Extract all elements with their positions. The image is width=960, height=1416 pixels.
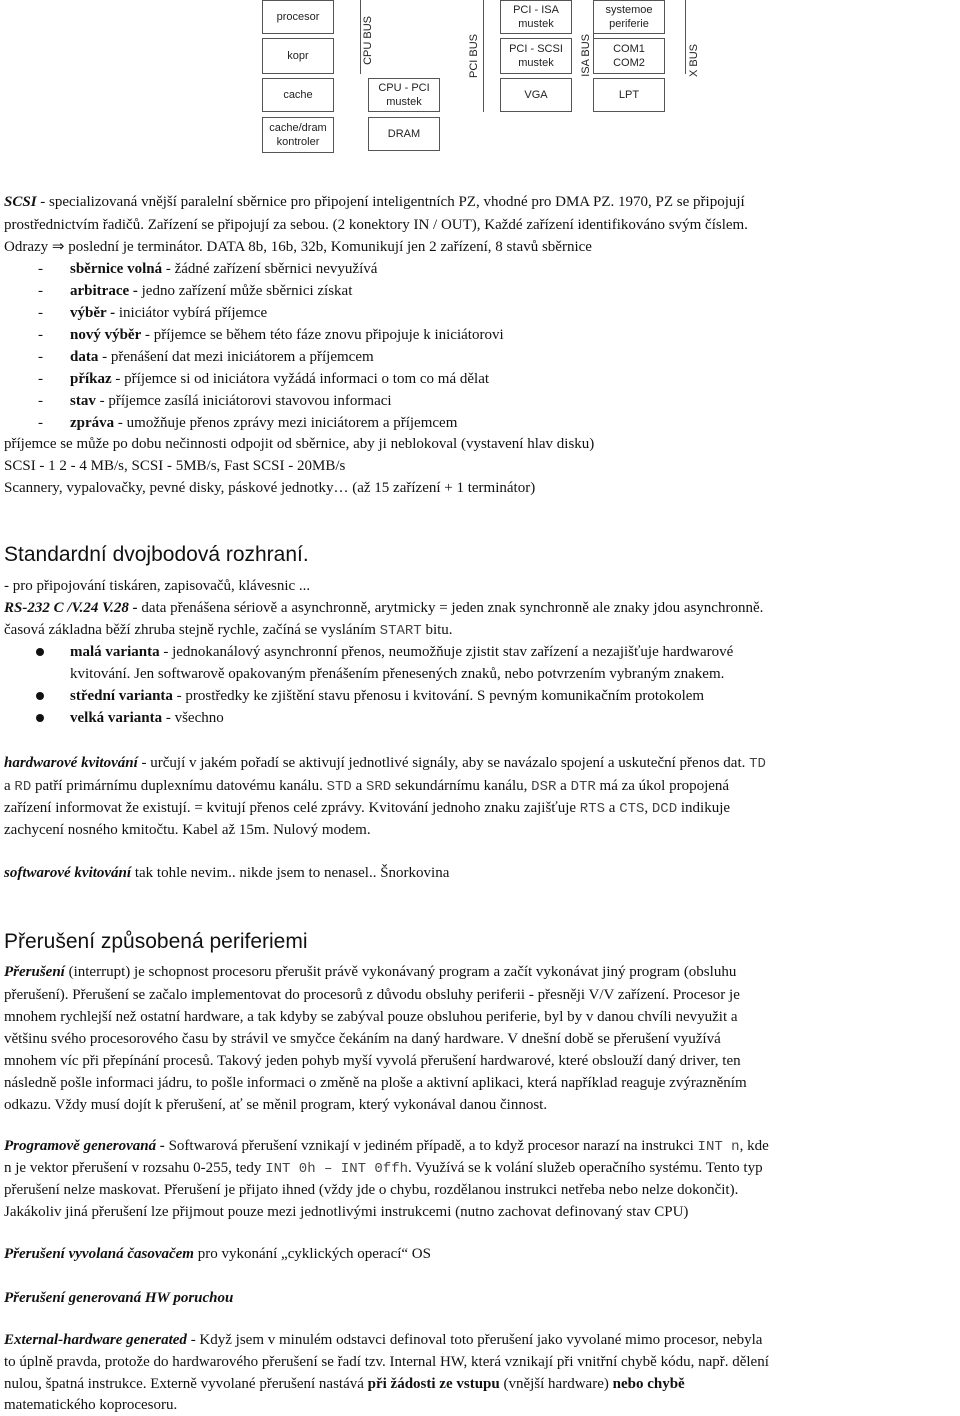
cpu-bus-line <box>360 0 361 74</box>
pci-bus-line <box>483 0 484 112</box>
dash: - <box>38 283 43 299</box>
sys-per-line2: periferie <box>609 18 649 30</box>
hk-text: a <box>351 778 366 794</box>
hk-text: , <box>644 800 652 816</box>
scsi-after-1: příjemce se může po dobu nečinnosti odpojit od sběrnice, aby ji neblokoval (vystavení hlav disku) <box>4 436 595 452</box>
intr-p4 <box>4 1287 956 1309</box>
cache-label: cache <box>283 89 313 101</box>
rs232-term: RS-232 C /V.24 V.28 - <box>4 600 138 616</box>
intr-text: Softwarová přerušení vznikají v jediném případě, a to když procesor narazí na instrukci <box>164 1138 698 1154</box>
box-vga <box>500 78 572 112</box>
variant-large <box>70 707 224 729</box>
hk-text: a <box>605 800 620 816</box>
dash: - <box>38 349 43 365</box>
x-bus-line <box>685 0 686 74</box>
pci-isa-line1: PCI - ISA <box>513 4 559 16</box>
intr-p2-3: přerušení nelze maskovat. Přerušení je přijato ihned (vždy jde o chybu, rozdělanou instrukci netřeba nebo nelze dokončit). <box>4 1182 739 1198</box>
pci-scsi-line2: mustek <box>518 57 554 69</box>
hk-text: má za úkol propojená <box>595 778 730 794</box>
box-procesor <box>262 0 334 34</box>
intr-p2-2 <box>4 1157 956 1180</box>
box-cache-dram <box>262 117 334 153</box>
isa-bus-label: ISA BUS <box>580 34 592 77</box>
dash: - <box>38 261 43 277</box>
ext-hw-term: External-hardware generated <box>4 1332 187 1348</box>
timer-term: Přerušení vyvolaná časovačem <box>4 1246 194 1262</box>
bullet-icon <box>36 714 44 722</box>
state-desc: jedno zařízení může sběrnici získat <box>137 283 353 299</box>
p2p-clock <box>4 619 956 642</box>
bullet-icon <box>36 692 44 700</box>
variant-desc: - jednokanálový asynchronní přenos, neumožňuje zjistit stav zařízení a nezajišťuje hardwarové <box>159 644 734 660</box>
cache-dram-line2: kontroler <box>276 136 320 148</box>
dash: - <box>38 305 43 321</box>
state-term: arbitrace - <box>70 283 138 299</box>
com1-label: COM1 <box>613 43 645 55</box>
int-n-code: INT n <box>697 1139 740 1155</box>
scsi-after-3: Scannery, vypalovačky, pevné disky, páskové jednotky… (až 15 zařízení + 1 terminátor) <box>4 480 536 496</box>
intr-p5-1 <box>4 1329 956 1351</box>
bullet-icon <box>36 648 44 656</box>
list-item <box>38 412 458 434</box>
td-code: TD <box>749 756 766 772</box>
hk-text: zařízení informovat že existují. = kvitují přenos celé zprávy. Kvitování jednoho znaku zajišťuje <box>4 800 580 816</box>
start-code: START <box>379 623 422 639</box>
sk-line <box>4 862 956 884</box>
scsi-line-2: prostřednictvím řadičů. Zařízení se připojují za sebou. (2 konektory IN / OUT), Každé zařízení identifikováno svým číslem. <box>4 217 748 233</box>
clock-text: časová základna běží zhruba stejně rychle, začíná se vysláním <box>4 622 380 638</box>
p2p-line-1: - pro připojování tiskáren, zapisovačů, klávesnic ... <box>4 578 311 594</box>
scsi-term: SCSI <box>4 194 37 210</box>
dtr-code: DTR <box>570 779 596 795</box>
int-range-code: INT 0h – INT 0ffh <box>265 1161 409 1177</box>
state-term: výběr - <box>70 305 116 321</box>
hk-line-4: zachycení nosného kmitočtu. Kabel až 15m. Nulový modem. <box>4 822 371 838</box>
intr-p2-1 <box>4 1135 956 1158</box>
com2-label: COM2 <box>613 57 645 69</box>
dash: - <box>38 371 43 387</box>
prog-term: Programově generovaná - <box>4 1138 165 1154</box>
box-lpt <box>593 78 665 112</box>
x-bus-label: X BUS <box>688 44 700 78</box>
intr-text: pro vykonání „cyklických operací“ OS <box>193 1246 431 1262</box>
intr-p1-7: odkazu. Vždy musí dojít k přerušení, ať se měnil program, který vykonával danou činnost. <box>4 1097 548 1113</box>
sys-per-line1: systemoe <box>605 4 653 16</box>
box-cache <box>262 78 334 112</box>
rts-code: RTS <box>579 801 606 817</box>
clock-text-end: bitu. <box>421 622 453 638</box>
intr-p1-4: většinu svého procesorového času by strávil ve smyčce čekáním na daný hardware. V dnešní době se přerušení využívá <box>4 1031 721 1047</box>
box-cpu-pci <box>368 78 440 112</box>
hk-text: patří primárnímu duplexnímu datovému kanálu. <box>31 778 327 794</box>
box-dram <box>368 117 440 151</box>
intr-text: (vnější hardware) <box>499 1376 613 1392</box>
pci-scsi-line1: PCI - SCSI <box>509 43 563 55</box>
box-com <box>593 38 665 74</box>
cpu-pci-line2: mustek <box>386 96 422 108</box>
cts-code: CTS <box>619 801 645 817</box>
intr-bold: nebo chybě <box>612 1376 685 1392</box>
cache-dram-line1: cache/dram <box>269 122 327 134</box>
scsi-line-1 <box>4 191 956 213</box>
state-desc: - umožňuje přenos zprávy mezi iniciátorem a příjemcem <box>114 415 458 431</box>
box-pci-isa <box>500 0 572 34</box>
state-desc: - příjemce zasílá iniciátorovi stavovou informaci <box>95 393 392 409</box>
list-item <box>38 390 392 412</box>
intr-text: n je vektor přerušení v rozsahu 0-255, tedy <box>4 1160 266 1176</box>
state-term: nový výběr <box>70 327 142 343</box>
hk-text: - určují v jakém pořadí se aktivují jednotlivé signály, aby se navázalo spojení a uskuteční přenos dat. <box>137 755 750 771</box>
intr-text: . Využívá se k volání služeb operačního systému. Tento typ <box>408 1160 763 1176</box>
variant-desc: - prostředky ke zjištění stavu přenosu i kvitování. S pevným komunikačním protokolem <box>172 688 705 704</box>
dcd-code: DCD <box>651 801 678 817</box>
pci-isa-line2: mustek <box>518 18 554 30</box>
intr-term: Přerušení <box>4 964 65 980</box>
sk-term: softwarové kvitování <box>4 865 132 881</box>
state-desc: - příjemce se během této fáze znovu připojuje k iniciátorovi <box>141 327 504 343</box>
sk-text: tak tohle nevim.. nikde jsem to nenasel.. Šnorkovina <box>131 865 450 881</box>
state-term: příkaz <box>70 371 112 387</box>
cpu-pci-line1: CPU - PCI <box>378 82 430 94</box>
dram-label: DRAM <box>387 128 421 140</box>
intr-p5-3 <box>4 1373 956 1395</box>
rs232-text: data přenášena sériově a asynchronně, arytmicky = jeden znak synchronně ale znaky jdou asynchronně. <box>137 600 764 616</box>
intr-p5-4: matematického koprocesoru. <box>4 1397 178 1413</box>
dash: - <box>38 415 43 431</box>
variant-term: velká varianta <box>70 710 163 726</box>
lpt-label: LPT <box>618 89 640 101</box>
intr-text: - Když jsem v minulém odstavci definoval toto přerušení jako vyvolané mimo procesor, nebyla <box>186 1332 763 1348</box>
state-desc: - příjemce si od iniciátora vyžádá informaci o tom co má dělat <box>111 371 490 387</box>
rd-code: RD <box>14 779 32 795</box>
state-term: stav <box>70 393 96 409</box>
variant-small-cont: kvitování. Jen softwarově opakovaným přenášením přenesených znaků, nebo potvrzením vybraným znakem. <box>70 666 725 682</box>
hk-line-3 <box>4 797 956 820</box>
intr-text: , kde <box>739 1138 769 1154</box>
vga-label: VGA <box>524 89 548 101</box>
variant-term: malá varianta <box>70 644 160 660</box>
scsi-l1-text: - specializovaná vnější paralelní sběrnice pro připojení inteligentních PZ, vhodné pro DMA PZ. 1970, PZ se připojují <box>36 194 745 210</box>
intr-bold: při žádosti ze vstupu <box>367 1376 500 1392</box>
variant-medium <box>70 685 704 707</box>
hw-fault-term: Přerušení generovaná HW poruchou <box>4 1290 234 1306</box>
scsi-l3a: Odrazy <box>4 239 52 255</box>
std-code: STD <box>326 779 352 795</box>
list-item <box>38 368 490 390</box>
scsi-line-3 <box>4 236 956 258</box>
intr-p1-5: mnohem víc při přepínání procesů. Takový jeden pohyb myší vyvolá přerušení hardwarové, které obslouží daný driver, ten <box>4 1053 741 1069</box>
hk-term: hardwarové kvitování <box>4 755 138 771</box>
dash: - <box>38 393 43 409</box>
list-item <box>38 324 504 346</box>
intr-text: (interrupt) je schopnost procesoru přerušit právě vykonávaný program a začít vykonávat jiný program (obsluhu <box>64 964 737 980</box>
state-term: sběrnice volná <box>70 261 163 277</box>
scsi-l3b: poslední je terminátor. DATA 8b, 16b, 32b, Komunikují jen 2 zařízení, 8 stavů sběrnice <box>64 239 592 255</box>
hk-line-2 <box>4 775 956 798</box>
variant-term: střední varianta <box>70 688 173 704</box>
heading-preruseni: Přerušení způsobená periferiemi <box>4 930 308 953</box>
state-desc: iniciátor vybírá příjemce <box>115 305 268 321</box>
srd-code: SRD <box>365 779 392 795</box>
dash: - <box>38 327 43 343</box>
implies-arrow-icon: ⇒ <box>51 239 65 255</box>
state-term: data <box>70 349 99 365</box>
hk-text: a <box>556 778 571 794</box>
state-desc: - přenášení dat mezi iniciátorem a příjemcem <box>98 349 374 365</box>
intr-p3 <box>4 1243 956 1265</box>
scsi-after-2: SCSI - 1 2 - 4 MB/s, SCSI - 5MB/s, Fast SCSI - 20MB/s <box>4 458 346 474</box>
list-item <box>38 346 374 368</box>
intr-p1-6: následně pošle informaci jádru, to pošle informaci o změně na ploše a aktivní aplikaci, která například reaguje zvýrazněním <box>4 1075 747 1091</box>
p2p-rs232 <box>4 597 956 619</box>
pci-bus-label: PCI BUS <box>468 34 480 79</box>
state-term: zpráva <box>70 415 115 431</box>
dsr-code: DSR <box>531 779 557 795</box>
state-desc: - žádné zařízení sběrnici nevyužívá <box>162 261 378 277</box>
list-item <box>38 258 378 280</box>
box-pci-scsi <box>500 38 572 74</box>
hk-text: indikuje <box>677 800 731 816</box>
intr-text: nulou, špatná instrukce. Externě vyvolané přerušení nastává <box>4 1376 368 1392</box>
heading-dvojbodova: Standardní dvojbodová rozhraní. <box>4 543 309 566</box>
variant-small <box>70 641 733 663</box>
hk-text: a <box>4 778 15 794</box>
variant-desc: - všechno <box>162 710 224 726</box>
box-systemove-periferie <box>593 0 665 34</box>
intr-p1-1 <box>4 961 956 983</box>
procesor-label: procesor <box>276 11 320 23</box>
kopr-label: kopr <box>287 50 309 62</box>
intr-p5-2: to úplně pravda, protože do hardwarového přerušení se řadí tzv. Internal HW, která vznikají při vnitřní chybě kódu, např. dělení <box>4 1354 769 1370</box>
hk-line-1 <box>4 752 956 775</box>
hk-text: sekundárnímu kanálu, <box>391 778 532 794</box>
intr-p1-2: přerušení). Přerušení se začalo implementovat do procesorů z důvodu obsluhy periferii - přesněji V/V zařízení. Procesor je <box>4 987 740 1003</box>
list-item <box>38 280 353 302</box>
cpu-bus-label: CPU BUS <box>362 16 374 65</box>
list-item <box>38 302 268 324</box>
intr-p1-3: mnohem rychlejší než ostatní hardware, a tak kdyby se zabýval pouze obsluhou periferie, byl by v danou chvíli nevyužit a <box>4 1009 738 1025</box>
intr-p2-4: Jakákoliv jiná přerušení lze přijmout pouze mezi jednotlivými instrukcemi (nutno zachovat definovaný stav CPU) <box>4 1204 689 1220</box>
box-kopr <box>262 38 334 74</box>
